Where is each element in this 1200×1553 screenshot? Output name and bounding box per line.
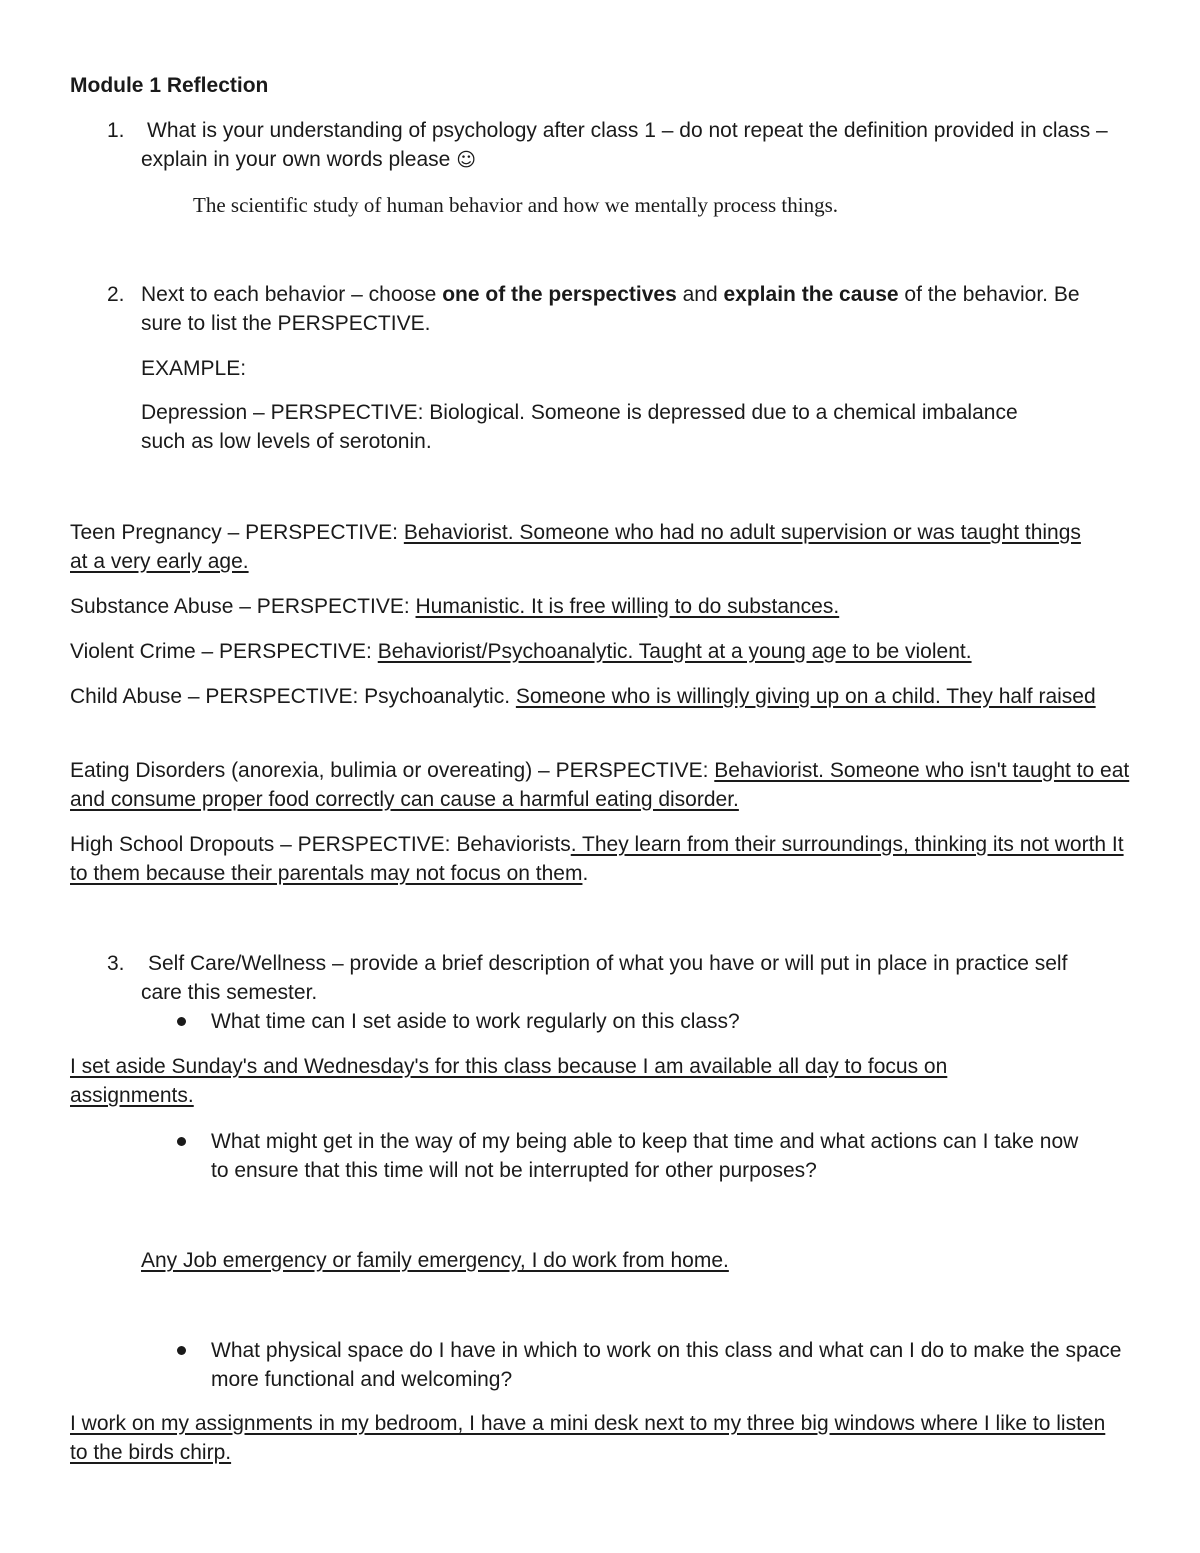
question-2-bold-cause: explain the cause xyxy=(723,283,899,306)
question-3-bullet-2: What might get in the way of my being able to keep that time and what actions can I take now to ensure that this time will not be interrupted for other purposes? xyxy=(211,1130,1079,1182)
behavior-label: Child Abuse – PERSPECTIVE: Psychoanalytic. xyxy=(70,685,516,708)
question-2-part: and xyxy=(676,283,724,306)
question-2-part: Next to each behavior – choose xyxy=(141,283,443,306)
example-text: Depression – PERSPECTIVE: Biological. Someone is depressed due to a chemical imbalance such as low levels of serotonin. xyxy=(141,401,1018,453)
behavior-label: Violent Crime – PERSPECTIVE: xyxy=(70,640,378,663)
question-2-number: 2. xyxy=(107,283,125,306)
behavior-answer: Behaviorist/Psychoanalytic. Taught at a young age to be violent. xyxy=(377,640,972,663)
question-3-number: 3. xyxy=(107,952,125,975)
behavior-child-abuse xyxy=(70,682,1130,711)
behavior-label: Eating Disorders (anorexia, bulimia or overeating) – PERSPECTIVE: xyxy=(70,759,715,782)
question-1-number: 1. xyxy=(107,119,125,142)
bullet-icon xyxy=(177,1137,186,1146)
behavior-high-school-dropouts xyxy=(70,830,1145,888)
behavior-answer: Humanistic. It is free willing to do substances. xyxy=(415,595,840,618)
behavior-violent-crime xyxy=(70,637,1130,666)
question-3-text: Self Care/Wellness – provide a brief description of what you have or will put in place in practice self care this semester. xyxy=(141,952,1068,1004)
example-label: EXAMPLE: xyxy=(141,357,247,380)
behavior-answer: . They learn from their surroundings, thinking its not worth It to them because their parentals may not focus on them xyxy=(70,833,1124,885)
bullet-icon xyxy=(177,1017,186,1026)
behavior-answer: Someone who is willingly giving up on a child. They half raised xyxy=(515,685,1096,708)
question-2-text xyxy=(141,280,1101,338)
behavior-suffix: . xyxy=(582,862,589,885)
behavior-label: Teen Pregnancy – PERSPECTIVE: xyxy=(70,521,404,544)
behavior-teen-pregnancy xyxy=(70,518,1090,576)
question-1-text xyxy=(141,116,1141,175)
question-3-bullet-3: What physical space do I have in which to work on this class and what can I do to make the space more functional and welcoming? xyxy=(211,1339,1122,1391)
behavior-label: Substance Abuse – PERSPECTIVE: xyxy=(70,595,416,618)
question-3-bullet-1: What time can I set aside to work regularly on this class? xyxy=(211,1010,740,1033)
question-3-answer-3: I work on my assignments in my bedroom, I have a mini desk next to my three big windows where I like to listen to the birds chirp. xyxy=(70,1412,1106,1464)
bullet-icon xyxy=(177,1346,186,1355)
behavior-eating-disorders xyxy=(70,756,1145,814)
behavior-label: High School Dropouts – PERSPECTIVE: Behaviorists xyxy=(70,833,571,856)
question-2-part: of the behavior. Be sure to list the PERSPECTIVE. xyxy=(141,283,1080,335)
smiley-icon: ☺ xyxy=(456,149,476,171)
question-3-answer-1: I set aside Sunday's and Wednesday's for this class because I am available all day to focus on assignments. xyxy=(70,1055,948,1107)
question-1-prompt: What is your understanding of psychology after class 1 – do not repeat the definition provided in class – explain in your own words please xyxy=(141,119,1108,171)
behavior-answer: Behaviorist. Someone who isn't taught to eat and consume proper food correctly can cause a harmful eating disorder. xyxy=(70,759,1130,811)
behavior-answer: Behaviorist. Someone who had no adult supervision or was taught things at a very early age. xyxy=(70,521,1081,573)
question-3-answer-2: Any Job emergency or family emergency, I do work from home. xyxy=(141,1249,729,1272)
behavior-substance-abuse xyxy=(70,592,1130,621)
document-title: Module 1 Reflection xyxy=(70,74,269,97)
question-1-answer: The scientific study of human behavior and how we mentally process things. xyxy=(193,193,839,217)
question-2-bold-perspectives: one of the perspectives xyxy=(442,283,677,306)
